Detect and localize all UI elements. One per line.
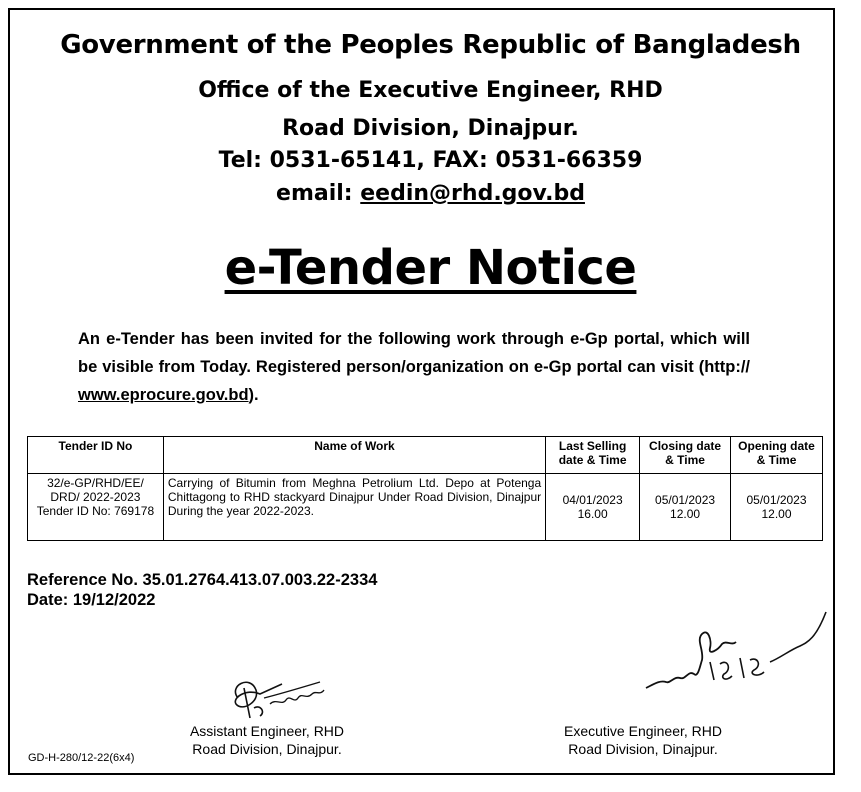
cell-tender-id [28, 474, 164, 541]
reference-number: Reference No. 35.01.2764.413.07.003.22-2334 [27, 571, 378, 589]
assistant-engineer-block [172, 722, 362, 758]
header-contact: Tel: 0531-65141, FAX: 0531-66359 [218, 148, 643, 173]
header-government: Government of the Peoples Republic of Bangladesh [60, 30, 801, 60]
reference-block [27, 570, 377, 610]
executive-engineer-signature [640, 600, 830, 695]
header-office: Office of the Executive Engineer, RHD [198, 78, 663, 103]
assistant-engineer-title: Assistant Engineer, RHD [189, 723, 345, 739]
assistant-engineer-office: Road Division, Dinajpur. [192, 741, 342, 757]
notice-title [0, 240, 861, 296]
notice-title-text: e-Tender Notice [224, 240, 637, 296]
closing-time: 12.00 [670, 507, 701, 521]
executive-engineer-office: Road Division, Dinajpur. [568, 741, 718, 757]
cell-opening [731, 474, 823, 541]
col-header-last-selling: Last Selling date & Time [546, 437, 640, 474]
eprocure-link[interactable]: www.eprocure.gov.bd [78, 386, 249, 404]
cell-name-of-work: Carrying of Bitumin from Meghna Petrolium Ltd. Depo at Potenga Chittagong to RHD stackyard Dinajpur Under Road Division, Dinajpur During the year 2022-2023. [163, 474, 545, 541]
col-header-tender-id: Tender ID No [28, 437, 164, 474]
footer-code: GD-H-280/12-22(6x4) [28, 752, 135, 764]
col-header-name-of-work: Name of Work [163, 437, 545, 474]
intro-text: An e-Tender has been invited for the following work through e-Gp portal, which will be visible from Today. Registered person/organization on e-Gp portal can visit (http:// [78, 330, 750, 376]
opening-date: 05/01/2023 [746, 493, 807, 507]
tender-id-line-2: DRD/ 2022-2023 [50, 490, 141, 504]
email-label: email: [276, 181, 361, 206]
tender-id-line-1: 32/e-GP/RHD/EE/ [47, 476, 144, 490]
col-header-closing: Closing date & Time [640, 437, 731, 474]
tender-id-line-3: Tender ID No: 769178 [36, 504, 155, 518]
cell-last-selling [546, 474, 640, 541]
header-email-line [0, 181, 861, 206]
table-header-row [28, 437, 823, 474]
executive-engineer-title: Executive Engineer, RHD [564, 723, 722, 739]
table-row [28, 474, 823, 541]
email-link[interactable]: eedin@rhd.gov.bd [360, 181, 585, 206]
header-division: Road Division, Dinajpur. [282, 116, 579, 141]
last-selling-date: 04/01/2023 [562, 493, 623, 507]
opening-time: 12.00 [761, 507, 792, 521]
intro-suffix: ). [248, 386, 259, 404]
assistant-engineer-signature [220, 668, 340, 728]
col-header-opening: Opening date & Time [731, 437, 823, 474]
closing-date: 05/01/2023 [655, 493, 716, 507]
reference-date: Date: 19/12/2022 [27, 591, 156, 609]
executive-engineer-block [543, 722, 743, 758]
intro-paragraph [78, 325, 750, 409]
tender-table [27, 436, 823, 541]
cell-closing [640, 474, 731, 541]
last-selling-time: 16.00 [577, 507, 608, 521]
